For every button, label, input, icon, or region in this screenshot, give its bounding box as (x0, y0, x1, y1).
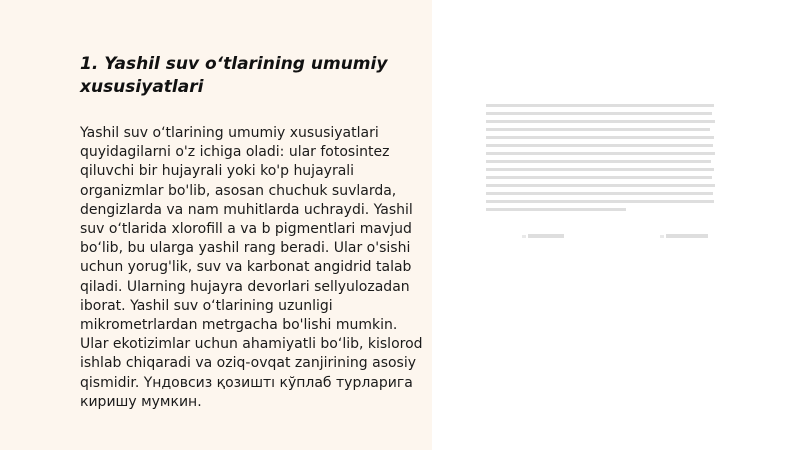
faded-text-image (482, 100, 718, 245)
slide-body-text: Yashil suv o‘tlarining umumiy xususiyatlari quyidagilarni o'z ichiga oladi: ular fotosintez qiluvchi bir hujayrali yoki ko'p hujayrali organizmlar bo'lib, asosan chuchuk suvlarda, dengizlarda va nam muhitlarda uchraydi. Yashil suv o‘tlarida xlorofill a va b pigmentlari mavjud bo‘lib, bu ularga yashil rang beradi. Ular o'sishi uchun yorug'lik, suv va karbonat angidrid talab qiladi. Ularning hujayra devorlari sellyulozadan iborat. Yashil suv o‘tlarining uzunligi mikrometrlardan metrgacha bo'lishi mumkin. Ular ekotizimlar uchun ahamiyatli bo‘lib, kislorod ishlab chiqaradi va oziq-ovqat zanjirining asosiy qismidir. Үндовсиз қозиштı кўплаб турларига киришу мумкин. (80, 125, 423, 410)
right-image-panel (432, 0, 800, 450)
faded-text-graphic (482, 100, 718, 245)
slide-title: 1. Yashil suv o‘tlarining umumiy xususiyatlari (80, 54, 388, 97)
